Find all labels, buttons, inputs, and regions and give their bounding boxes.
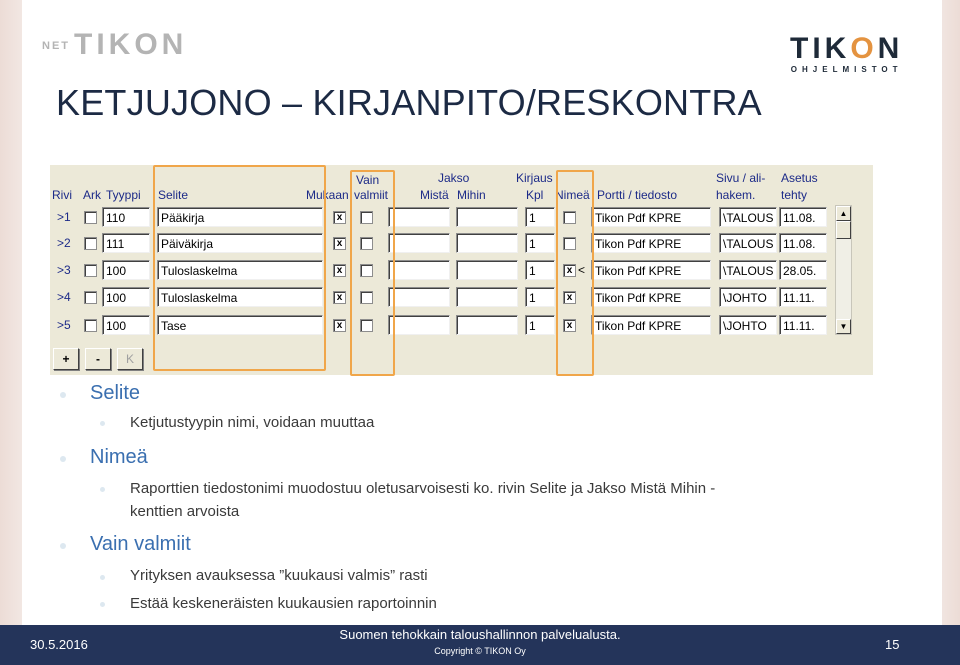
header-tehty: tehty bbox=[781, 188, 808, 202]
row-4-mihin-field[interactable] bbox=[456, 287, 518, 307]
logo-part-a: TIK bbox=[790, 32, 851, 65]
header-kirjaus: Kirjaus bbox=[516, 171, 553, 185]
rows-scrollbar[interactable] bbox=[835, 205, 852, 335]
row-3-mukaan-checkbox[interactable]: x bbox=[333, 264, 346, 277]
row-4-vain-valmiit-checkbox[interactable] bbox=[360, 291, 373, 304]
row-2-ark-checkbox[interactable] bbox=[84, 237, 97, 250]
header-asetus: Asetus bbox=[781, 171, 818, 185]
row-4-portti-field[interactable]: Tikon Pdf KPRE bbox=[591, 287, 711, 307]
bullet-nimea-sub-2: kenttien arvoista bbox=[130, 503, 240, 520]
header-vain: Vain bbox=[356, 173, 380, 187]
slide-title: KETJUJONO – KIRJANPITO/RESKONTRA bbox=[56, 82, 762, 123]
row-2-vain-valmiit-checkbox[interactable] bbox=[360, 237, 373, 250]
row-5-asetus-field[interactable]: 11.11. bbox=[779, 315, 827, 335]
row-2-kpl-field[interactable]: 1 bbox=[525, 233, 555, 253]
row-1-tyyppi-field[interactable]: 110 bbox=[102, 207, 150, 227]
row-3-rivi: >3 bbox=[57, 263, 71, 277]
bullet-selite-sub: Ketjutustyypin nimi, voidaan muuttaa bbox=[130, 414, 375, 431]
row-4-mukaan-checkbox[interactable]: x bbox=[333, 291, 346, 304]
ketjujono-window bbox=[50, 165, 873, 375]
row-3-nimea-checkbox[interactable]: x bbox=[563, 264, 576, 277]
row-3-tyyppi-field[interactable]: 100 bbox=[102, 260, 150, 280]
bullet-dot bbox=[100, 602, 105, 607]
row-3-portti-field[interactable]: Tikon Pdf KPRE bbox=[591, 260, 711, 280]
row-4-ark-checkbox[interactable] bbox=[84, 291, 97, 304]
row-2-tyyppi-field[interactable]: 111 bbox=[102, 233, 150, 253]
row-5-ark-checkbox[interactable] bbox=[84, 319, 97, 332]
footer-page-number: 15 bbox=[885, 637, 900, 652]
header-portti: Portti / tiedosto bbox=[597, 188, 678, 202]
header-valmiit: valmiit bbox=[354, 188, 389, 202]
row-5-mukaan-checkbox[interactable]: x bbox=[333, 319, 346, 332]
bullet-vain-sub-1: Yrityksen avauksessa ”kuukausi valmis” rasti bbox=[130, 567, 428, 584]
row-3-mista-field[interactable] bbox=[388, 260, 450, 280]
row-1-nimea-checkbox[interactable] bbox=[563, 211, 576, 224]
row-1-selite-field[interactable]: Pääkirja bbox=[157, 207, 323, 227]
row-5-portti-field[interactable]: Tikon Pdf KPRE bbox=[591, 315, 711, 335]
logo-part-b: N bbox=[877, 32, 904, 65]
row-1-kpl-field[interactable]: 1 bbox=[525, 207, 555, 227]
row-5-selite-field[interactable]: Tase bbox=[157, 315, 323, 335]
row-5-tyyppi-field[interactable]: 100 bbox=[102, 315, 150, 335]
row-1-sivu-field[interactable]: \TALOUS bbox=[719, 207, 777, 227]
nettikon-logo bbox=[42, 30, 187, 60]
row-3-vain-valmiit-checkbox[interactable] bbox=[360, 264, 373, 277]
header-jakso: Jakso bbox=[438, 171, 470, 185]
tikon-ohjelmistot-logo bbox=[790, 34, 903, 74]
header-hakem: hakem. bbox=[716, 188, 756, 202]
row-2-asetus-field[interactable]: 11.08. bbox=[779, 233, 827, 253]
row-2-rivi: >2 bbox=[57, 236, 71, 250]
bullet-nimea: Nimeä bbox=[90, 446, 148, 468]
remove-row-button[interactable]: - bbox=[85, 348, 111, 370]
row-2-nimea-checkbox[interactable] bbox=[563, 237, 576, 250]
row-3-asetus-field[interactable]: 28.05. bbox=[779, 260, 827, 280]
logo-brand: TIKON bbox=[74, 28, 188, 61]
header-ark: Ark bbox=[83, 188, 101, 202]
add-row-button[interactable]: + bbox=[53, 348, 79, 370]
row-5-rivi: >5 bbox=[57, 318, 71, 332]
footer-copyright: Copyright © TIKON Oy bbox=[434, 646, 526, 656]
row-5-mista-field[interactable] bbox=[388, 315, 450, 335]
row-1-mihin-field[interactable] bbox=[456, 207, 518, 227]
row-4-asetus-field[interactable]: 11.11. bbox=[779, 287, 827, 307]
footer-tagline: Suomen tehokkain taloushallinnon palvelualusta. bbox=[339, 627, 621, 642]
row-3-kpl-field[interactable]: 1 bbox=[525, 260, 555, 280]
bullet-dot bbox=[100, 421, 105, 426]
logo-part-o: O bbox=[850, 32, 878, 65]
footer-date: 30.5.2016 bbox=[30, 637, 88, 652]
row-5-vain-valmiit-checkbox[interactable] bbox=[360, 319, 373, 332]
logo-subtitle: OHJELMISTOT bbox=[790, 65, 903, 74]
scroll-down-icon[interactable]: ▼ bbox=[836, 319, 851, 334]
row-4-mista-field[interactable] bbox=[388, 287, 450, 307]
header-mihin: Mihin bbox=[457, 188, 486, 202]
row-4-sivu-field[interactable]: \JOHTO bbox=[719, 287, 777, 307]
row-1-mista-field[interactable] bbox=[388, 207, 450, 227]
slide-footer bbox=[0, 625, 960, 665]
row-1-vain-valmiit-checkbox[interactable] bbox=[360, 211, 373, 224]
header-rivi: Rivi bbox=[52, 188, 72, 202]
row-5-mihin-field[interactable] bbox=[456, 315, 518, 335]
scroll-up-icon[interactable]: ▲ bbox=[836, 206, 851, 221]
row-5-nimea-checkbox[interactable]: x bbox=[563, 319, 576, 332]
bullet-vain-valmiit: Vain valmiit bbox=[90, 533, 191, 555]
row-1-ark-checkbox[interactable] bbox=[84, 211, 97, 224]
header-kpl: Kpl bbox=[526, 188, 544, 202]
row-1-asetus-field[interactable]: 11.08. bbox=[779, 207, 827, 227]
row-4-tyyppi-field[interactable]: 100 bbox=[102, 287, 150, 307]
row-1-mukaan-checkbox[interactable]: x bbox=[333, 211, 346, 224]
row-2-sivu-field[interactable]: \TALOUS bbox=[719, 233, 777, 253]
row-3-mihin-field[interactable] bbox=[456, 260, 518, 280]
header-tyyppi: Tyyppi bbox=[106, 188, 141, 202]
row-5-sivu-field[interactable]: \JOHTO bbox=[719, 315, 777, 335]
bullet-dot bbox=[60, 456, 66, 462]
row-3-truncated-marker: < bbox=[578, 263, 586, 277]
logo-brand-right bbox=[790, 34, 903, 64]
header-selite: Selite bbox=[158, 188, 189, 202]
row-2-mista-field[interactable] bbox=[388, 233, 450, 253]
row-3-sivu-field[interactable]: \TALOUS bbox=[719, 260, 777, 280]
k-button[interactable]: K bbox=[117, 348, 143, 370]
bullet-dot bbox=[60, 543, 66, 549]
bullet-vain-sub-2: Estää keskeneräisten kuukausien raportoinnin bbox=[130, 595, 437, 612]
bullet-dot bbox=[60, 392, 66, 398]
row-4-kpl-field[interactable]: 1 bbox=[525, 287, 555, 307]
row-4-nimea-checkbox[interactable]: x bbox=[563, 291, 576, 304]
bullet-selite: Selite bbox=[90, 382, 141, 404]
bullet-dot bbox=[100, 575, 105, 580]
row-3-ark-checkbox[interactable] bbox=[84, 264, 97, 277]
scroll-thumb[interactable] bbox=[836, 221, 851, 239]
row-2-mukaan-checkbox[interactable]: x bbox=[333, 237, 346, 250]
row-2-portti-field[interactable]: Tikon Pdf KPRE bbox=[591, 233, 711, 253]
row-2-selite-field[interactable]: Päiväkirja bbox=[157, 233, 323, 253]
row-5-kpl-field[interactable]: 1 bbox=[525, 315, 555, 335]
logo-prefix: NET bbox=[42, 40, 70, 52]
bullet-dot bbox=[100, 487, 105, 492]
row-1-rivi: >1 bbox=[57, 210, 71, 224]
header-nimea: Nimeä bbox=[555, 188, 590, 202]
row-3-selite-field[interactable]: Tuloslaskelma bbox=[157, 260, 323, 280]
row-1-portti-field[interactable]: Tikon Pdf KPRE bbox=[591, 207, 711, 227]
header-sivu: Sivu / ali- bbox=[716, 171, 766, 185]
bullet-nimea-sub-1: Raporttien tiedostonimi muodostuu oletusarvoisesti ko. rivin Selite ja Jakso Mistä Mihin - bbox=[130, 480, 716, 497]
header-mukaan: Mukaan bbox=[306, 188, 349, 202]
row-4-rivi: >4 bbox=[57, 290, 71, 304]
header-mista: Mistä bbox=[420, 188, 449, 202]
row-2-mihin-field[interactable] bbox=[456, 233, 518, 253]
row-4-selite-field[interactable]: Tuloslaskelma bbox=[157, 287, 323, 307]
